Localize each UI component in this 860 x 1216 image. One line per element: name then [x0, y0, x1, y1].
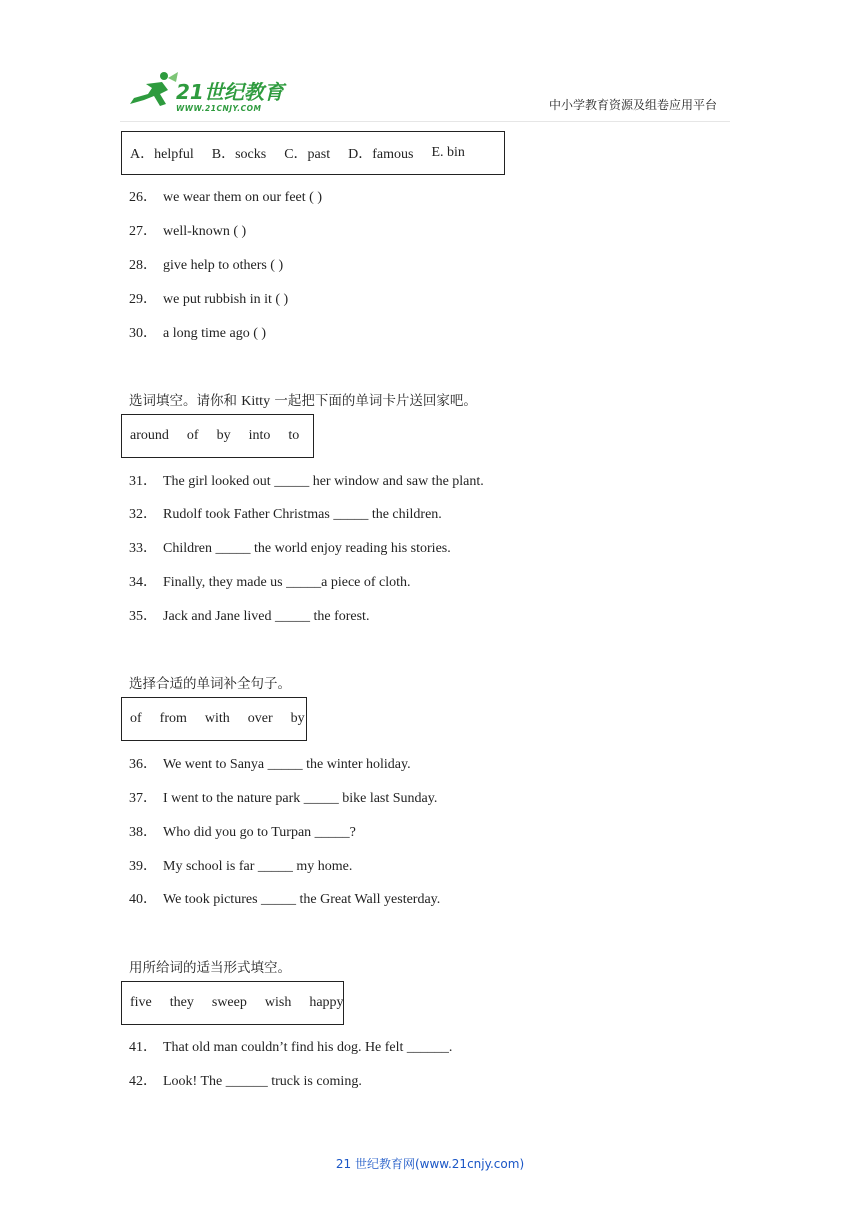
word-card: five	[130, 995, 152, 1010]
logo-graphic	[124, 70, 294, 116]
question-29: 29． we put rubbish in it ( )	[129, 292, 289, 307]
question-33: 33． Children _____ the world enjoy reading his stories.	[129, 541, 451, 556]
question-32: 32． Rudolf took Father Christmas _____ the children.	[129, 507, 442, 522]
question-35: 35． Jack and Jane lived _____ the forest.	[129, 609, 370, 624]
word-card: happy	[309, 995, 344, 1010]
word-bank-2	[121, 414, 314, 458]
word-card: of	[186, 428, 199, 443]
logo-url: WWW.21CNJY.COM	[176, 104, 262, 113]
section-title-4: 用所给词的适当形式填空。	[129, 960, 291, 976]
question-36: 36． We went to Sanya _____ the winter holiday.	[129, 757, 411, 772]
question-28: 28． give help to others ( )	[129, 258, 284, 273]
question-40: 40． We took pictures _____ the Great Wall yesterday.	[129, 892, 441, 907]
word-card: sweep	[211, 995, 247, 1010]
footer-link[interactable]: 21 世纪教育网(www.21cnjy.com)	[335, 1157, 525, 1171]
question-42: 42． Look! The ______ truck is coming.	[129, 1074, 362, 1089]
option: C．past	[284, 147, 331, 162]
question-26: 26． we wear them on our feet ( )	[129, 190, 322, 205]
question-34: 34． Finally, they made us _____a piece of cloth.	[129, 575, 411, 590]
word-card: around	[130, 428, 169, 443]
word-card: to	[288, 428, 300, 443]
word-card: into	[248, 428, 271, 443]
header-tagline: 中小学教育资源及组卷应用平台	[549, 98, 718, 112]
section-title-3: 选择合适的单词补全句子。	[129, 676, 291, 692]
logo-text: 21世纪教育	[176, 80, 284, 104]
word-card: wish	[264, 995, 292, 1010]
option: B．socks	[211, 147, 267, 162]
word-card: they	[169, 995, 194, 1010]
word-card: over	[247, 711, 273, 726]
question-41: 41． That old man couldn’t find his dog. He felt ______.	[129, 1040, 453, 1055]
option: A．helpful	[130, 147, 194, 162]
word-card: with	[204, 711, 230, 726]
word-card: by	[290, 711, 305, 726]
header-divider	[120, 121, 730, 122]
section-title-2: 选词填空。请你和 Kitty 一起把下面的单词卡片送回家吧。	[129, 393, 477, 409]
question-38: 38． Who did you go to Turpan _____?	[129, 825, 356, 840]
word-bank-3	[121, 697, 307, 741]
question-27: 27． well-known ( )	[129, 224, 247, 239]
word-card: of	[130, 711, 142, 726]
question-37: 37． I went to the nature park _____ bike last Sunday.	[129, 791, 438, 806]
word-card: from	[159, 711, 187, 726]
word-card: by	[216, 428, 231, 443]
question-39: 39． My school is far _____ my home.	[129, 859, 353, 874]
option: D．famous	[348, 147, 414, 162]
question-31: 31． The girl looked out _____ her window and saw the plant.	[129, 474, 484, 489]
options-box-1	[121, 131, 505, 175]
site-logo	[124, 70, 294, 116]
option: E. bin	[431, 145, 465, 160]
question-30: 30． a long time ago ( )	[129, 326, 267, 341]
word-bank-4	[121, 981, 344, 1025]
